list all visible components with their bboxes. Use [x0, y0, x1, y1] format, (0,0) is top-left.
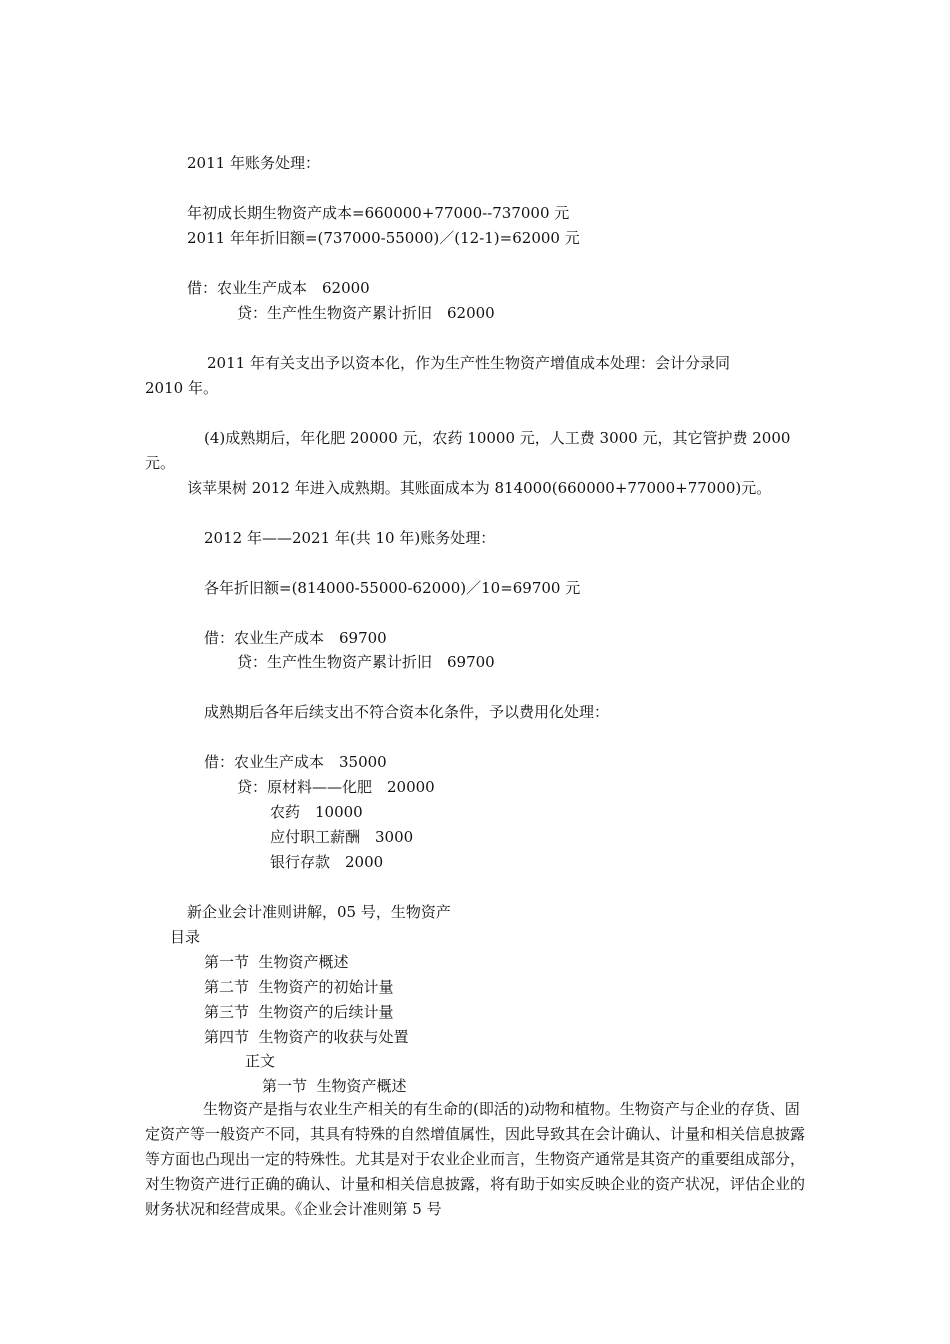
journal-credit: 贷：生产性生物资产累计折旧 69700 [237, 653, 495, 671]
toc-heading: 目录 [170, 928, 201, 946]
journal-debit: 借：农业生产成本 62000 [187, 279, 370, 297]
text-line: 2011 年年折旧额=(737000-55000)／(12-1)=62000 元 [187, 229, 580, 247]
journal-debit: 借：农业生产成本 35000 [204, 753, 387, 771]
toc-item: 第四节 生物资产的收获与处置 [204, 1028, 409, 1046]
body-heading: 正文 [245, 1052, 276, 1070]
toc-item: 第二节 生物资产的初始计量 [204, 978, 394, 996]
text-line: (4)成熟期后，年化肥 20000 元，农药 10000 元，人工费 3000 元，其它管护费 2000 [204, 429, 791, 447]
text-line: 年初成长期生物资产成本=660000+77000--737000 元 [187, 204, 570, 222]
body-paragraph [145, 1097, 807, 1222]
journal-debit: 借：农业生产成本 69700 [204, 629, 387, 647]
toc-item: 第三节 生物资产的后续计量 [204, 1003, 394, 1021]
paragraph-text: 生物资产是指与农业生产相关的有生命的(即活的)动物和植物。生物资产与企业的存货、固定资产等一般资产不同，其具有特殊的自然增值属性，因此导致其在会计确认、计量和相关信息披露等方面也凸现出一定的特殊性。尤其是对于农业企业而言，生物资产通常是其资产的重要组成部分，对生物资产进行正确的确认、计量和相关信息披露，将有助于如实反映企业的资产状况，评估企业的财务状况和经营成果。《企业会计准则第 5 号 [145, 1100, 806, 1218]
journal-credit-item: 银行存款 2000 [270, 853, 384, 871]
text-line: 元。 [145, 454, 176, 472]
toc-item: 第一节 生物资产概述 [204, 953, 349, 971]
journal-credit: 贷：生产性生物资产累计折旧 62000 [237, 304, 495, 322]
heading-2012-2021-accounting: 2012 年——2021 年(共 10 年)账务处理： [204, 529, 496, 547]
journal-credit: 贷：原材料——化肥 20000 [237, 778, 435, 796]
heading-2011-accounting: 2011 年账务处理： [187, 154, 320, 172]
text-line: 成熟期后各年后续支出不符合资本化条件，予以费用化处理： [204, 703, 610, 721]
text-line: 该苹果树 2012 年进入成熟期。其账面成本为 814000(660000+77000+77000)元。 [187, 479, 772, 497]
text-line: 2011 年有关支出予以资本化，作为生产性生物资产增值成本处理：会计分录同 [207, 354, 730, 372]
journal-credit-item: 农药 10000 [270, 803, 363, 821]
text-line: 2010 年。 [145, 379, 218, 397]
text-line: 各年折旧额=(814000-55000-62000)／10=69700 元 [204, 579, 581, 597]
section-title: 新企业会计准则讲解，05 号，生物资产 [187, 903, 451, 921]
chapter-heading: 第一节 生物资产概述 [262, 1077, 407, 1095]
journal-credit-item: 应付职工薪酬 3000 [270, 828, 414, 846]
